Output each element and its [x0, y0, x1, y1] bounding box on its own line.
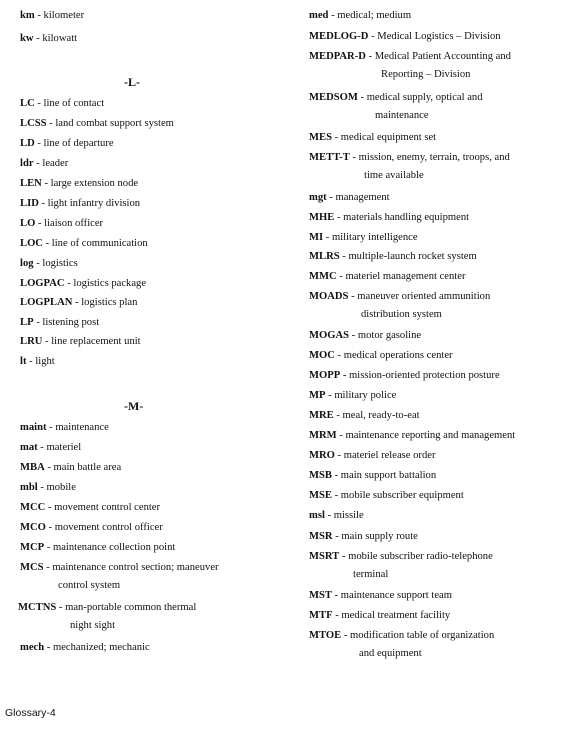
glossary-entry — [20, 6, 84, 25]
entry-definition: movement control officer — [54, 522, 163, 533]
glossary-entry — [20, 293, 137, 312]
entry-definition: logistics — [42, 258, 78, 269]
entry-abbreviation: log — [20, 258, 34, 269]
entry-definition-continuation: control system — [58, 580, 121, 591]
entry-abbreviation: MSRT — [309, 551, 340, 562]
glossary-entry — [20, 558, 219, 595]
entry-abbreviation: LRU — [20, 336, 43, 347]
entry-separator: - — [41, 178, 51, 189]
entry-abbreviation: MOC — [309, 350, 335, 361]
entry-abbreviation: MRO — [309, 450, 335, 461]
glossary-entry — [20, 154, 68, 173]
entry-definition: line of departure — [43, 138, 114, 149]
entry-abbreviation: mgt — [309, 192, 327, 203]
entry-separator: - — [33, 258, 43, 269]
entry-separator: - — [331, 470, 341, 481]
entry-separator: - — [72, 297, 82, 308]
entry-abbreviation: MRE — [309, 410, 334, 421]
glossary-entry — [309, 527, 418, 546]
entry-separator: - — [35, 218, 45, 229]
entry-separator: - — [331, 490, 341, 501]
entry-abbreviation: LC — [20, 98, 35, 109]
entry-abbreviation: MBA — [20, 462, 45, 473]
glossary-entry — [309, 326, 421, 345]
entry-abbreviation: MST — [309, 590, 332, 601]
entry-definition: large extension node — [50, 178, 139, 189]
glossary-entry — [20, 114, 174, 133]
entry-separator: - — [46, 118, 56, 129]
entry-abbreviation: LO — [20, 218, 36, 229]
glossary-entry — [20, 234, 148, 253]
glossary-entry — [20, 194, 140, 213]
entry-abbreviation: MSR — [309, 531, 333, 542]
glossary-entry — [309, 148, 510, 185]
entry-definition: mobile — [46, 482, 76, 493]
entry-definition: movement control center — [54, 502, 161, 513]
glossary-entry — [309, 88, 483, 125]
entry-abbreviation: LID — [20, 198, 39, 209]
entry-separator: - — [323, 232, 332, 243]
entry-separator: - — [34, 98, 44, 109]
entry-abbreviation: MSE — [309, 490, 332, 501]
entry-definition: military intelligence — [331, 232, 418, 243]
entry-separator: - — [42, 238, 52, 249]
entry-abbreviation: MSB — [309, 470, 332, 481]
entry-separator: - — [325, 390, 335, 401]
entry-separator: - — [56, 602, 66, 613]
entry-definition: maintenance support team — [340, 590, 452, 601]
entry-abbreviation: MMC — [309, 271, 337, 282]
entry-separator: - — [38, 198, 48, 209]
entry-separator: - — [34, 138, 44, 149]
entry-definition: medical equipment set — [340, 132, 437, 143]
entry-definition: materiel management center — [345, 271, 466, 282]
glossary-entry — [309, 27, 501, 46]
entry-abbreviation: kw — [20, 33, 34, 44]
entry-abbreviation: MEDSOM — [309, 92, 358, 103]
entry-definition: mission, enemy, terrain, troops, and — [358, 152, 510, 163]
entry-definition: meal, ready-to-eat — [342, 410, 420, 421]
glossary-entry — [309, 406, 420, 425]
entry-definition: mobile subscriber radio-telephone — [348, 551, 493, 562]
entry-abbreviation: MCC — [20, 502, 46, 513]
entry-definition: mission-oriented protection posture — [349, 370, 500, 381]
glossary-entry — [309, 188, 390, 207]
glossary-entry — [20, 498, 160, 517]
glossary-entry — [309, 426, 515, 445]
entry-separator: - — [339, 551, 349, 562]
entry-separator: - — [331, 132, 341, 143]
entry-separator: - — [332, 531, 342, 542]
entry-separator: - — [64, 278, 74, 289]
entry-abbreviation: lt — [20, 356, 27, 367]
glossary-entry — [20, 134, 114, 153]
entry-separator: - — [44, 642, 53, 653]
entry-definition: Medical Patient Accounting and — [374, 51, 511, 62]
entry-definition-continuation: time available — [364, 170, 424, 181]
entry-abbreviation: MEDPAR-D — [309, 51, 366, 62]
entry-abbreviation: LOGPAC — [20, 278, 65, 289]
entry-definition-continuation: Reporting – Division — [381, 69, 471, 80]
entry-separator: - — [339, 251, 349, 262]
entry-separator: - — [349, 152, 359, 163]
glossary-entry — [309, 586, 452, 605]
entry-abbreviation: MLRS — [309, 251, 340, 262]
glossary-entry — [309, 47, 511, 84]
glossary-entry — [20, 538, 175, 557]
entry-abbreviation: ldr — [20, 158, 34, 169]
entry-definition-continuation: night sight — [70, 620, 116, 631]
entry-abbreviation: MCS — [20, 562, 44, 573]
entry-definition-continuation: and equipment — [359, 648, 422, 659]
entry-definition: medical operations center — [343, 350, 453, 361]
entry-separator: - — [357, 92, 367, 103]
entry-definition: land combat support system — [55, 118, 174, 129]
glossary-entry — [309, 247, 477, 266]
section-heading-m: -M- — [124, 399, 144, 413]
section-heading-l: -L- — [124, 75, 140, 89]
glossary-entry — [309, 346, 453, 365]
entry-separator: - — [348, 291, 358, 302]
entry-abbreviation: km — [20, 10, 35, 21]
entry-abbreviation: MCO — [20, 522, 46, 533]
glossary-entry — [20, 458, 121, 477]
entry-definition: logistics plan — [81, 297, 138, 308]
glossary-entry — [20, 94, 104, 113]
entry-abbreviation: msl — [309, 510, 325, 521]
glossary-entry — [20, 254, 78, 273]
entry-separator: - — [365, 51, 375, 62]
entry-abbreviation: MOGAS — [309, 330, 350, 341]
entry-definition: line of contact — [43, 98, 105, 109]
entry-abbreviation: MRM — [309, 430, 337, 441]
entry-abbreviation: MCTNS — [18, 602, 57, 613]
entry-separator: - — [340, 370, 350, 381]
entry-separator: - — [45, 522, 55, 533]
entry-abbreviation: MES — [309, 132, 332, 143]
entry-abbreviation: med — [309, 10, 329, 21]
glossary-entry — [309, 366, 500, 385]
entry-separator: - — [37, 442, 47, 453]
entry-separator: - — [326, 192, 336, 203]
entry-abbreviation: MI — [309, 232, 324, 243]
entry-definition: kilowatt — [42, 33, 78, 44]
entry-separator: - — [44, 542, 53, 553]
entry-abbreviation: LP — [20, 317, 34, 328]
entry-abbreviation: LOGPLAN — [20, 297, 73, 308]
glossary-entry — [20, 518, 163, 537]
entry-separator: - — [332, 610, 342, 621]
entry-definition: materiel release order — [343, 450, 436, 461]
entry-separator: - — [46, 422, 56, 433]
entry-definition: main supply route — [341, 531, 418, 542]
entry-definition: modification table of organization — [350, 630, 495, 641]
entry-definition: multiple-launch rocket system — [348, 251, 477, 262]
entry-abbreviation: MHE — [309, 212, 335, 223]
entry-abbreviation: MP — [309, 390, 326, 401]
entry-definition: motor gasoline — [357, 330, 422, 341]
entry-definition: management — [335, 192, 390, 203]
entry-separator: - — [33, 33, 43, 44]
glossary-entry — [309, 606, 450, 625]
glossary-entry — [309, 446, 435, 465]
entry-abbreviation: mbl — [20, 482, 38, 493]
glossary-entry — [20, 274, 146, 293]
entry-definition: listening post — [42, 317, 100, 328]
entry-abbreviation: LOC — [20, 238, 43, 249]
entry-definition: maintenance — [55, 422, 109, 433]
entry-separator: - — [336, 271, 346, 282]
glossary-entry — [20, 332, 141, 351]
entry-separator: - — [333, 410, 343, 421]
entry-definition: medical supply, optical and — [366, 92, 483, 103]
glossary-entry — [20, 352, 55, 371]
entry-abbreviation: METT-T — [309, 152, 350, 163]
entry-definition: mobile subscriber equipment — [340, 490, 464, 501]
entry-abbreviation: MOPP — [309, 370, 341, 381]
entry-abbreviation: mat — [20, 442, 38, 453]
entry-separator: - — [334, 350, 344, 361]
entry-abbreviation: MOADS — [309, 291, 349, 302]
entry-separator: - — [42, 336, 52, 347]
glossary-entry — [309, 626, 494, 663]
entry-separator: - — [368, 31, 378, 42]
glossary-entry — [18, 598, 196, 635]
entry-definition-continuation: terminal — [353, 569, 389, 580]
glossary-entry — [309, 267, 465, 286]
glossary-entry — [20, 478, 76, 497]
glossary-entry — [309, 128, 436, 147]
entry-definition-continuation: distribution system — [361, 309, 442, 320]
entry-definition: line replacement unit — [51, 336, 141, 347]
entry-separator: - — [334, 450, 344, 461]
entry-abbreviation: maint — [20, 422, 47, 433]
entry-abbreviation: mech — [20, 642, 45, 653]
glossary-entry — [20, 29, 77, 48]
glossary-entry — [309, 466, 436, 485]
glossary-entry — [309, 547, 493, 584]
entry-separator: - — [26, 356, 36, 367]
entry-definition: light — [35, 356, 55, 367]
glossary-entry — [20, 638, 150, 657]
entry-abbreviation: MEDLOG-D — [309, 31, 369, 42]
entry-definition: medical treatment facility — [341, 610, 451, 621]
glossary-entry — [20, 418, 109, 437]
entry-separator: - — [34, 10, 44, 21]
entry-definition: military police — [334, 390, 397, 401]
entry-abbreviation: MCP — [20, 542, 45, 553]
entry-definition: man-portable common thermal — [65, 602, 197, 613]
entry-separator: - — [331, 590, 341, 601]
entry-abbreviation: LEN — [20, 178, 42, 189]
glossary-entry — [309, 6, 411, 25]
entry-definition: maintenance reporting and management — [345, 430, 516, 441]
entry-definition: leader — [42, 158, 69, 169]
entry-separator: - — [33, 158, 43, 169]
glossary-entry — [20, 438, 81, 457]
entry-definition: maintenance control section; maneuver — [52, 562, 219, 573]
entry-definition: missile — [333, 510, 364, 521]
entry-definition: light infantry division — [47, 198, 141, 209]
entry-abbreviation: LD — [20, 138, 35, 149]
glossary-entry — [309, 208, 469, 227]
glossary-entry — [309, 228, 418, 247]
entry-definition: medical; medium — [337, 10, 412, 21]
entry-separator: - — [328, 10, 338, 21]
entry-separator: - — [324, 510, 334, 521]
glossary-entry — [20, 174, 138, 193]
entry-definition: liaison officer — [44, 218, 104, 229]
entry-definition: kilometer — [43, 10, 85, 21]
entry-abbreviation: LCSS — [20, 118, 47, 129]
glossary-entry — [309, 287, 490, 324]
entry-separator: - — [349, 330, 358, 341]
entry-separator: - — [33, 317, 43, 328]
entry-definition: main battle area — [53, 462, 122, 473]
entry-separator: - — [43, 562, 53, 573]
entry-definition: maneuver oriented ammunition — [357, 291, 491, 302]
entry-definition: materiel — [46, 442, 82, 453]
entry-definition: main support battalion — [340, 470, 437, 481]
page-footer-label: Glossary-4 — [5, 707, 56, 719]
entry-separator: - — [341, 630, 351, 641]
entry-abbreviation: MTOE — [309, 630, 342, 641]
entry-separator: - — [336, 430, 346, 441]
entry-separator: - — [45, 502, 55, 513]
entry-definition: maintenance collection point — [52, 542, 176, 553]
entry-definition: logistics package — [73, 278, 147, 289]
glossary-entry — [309, 506, 364, 525]
entry-definition: materials handling equipment — [343, 212, 470, 223]
entry-definition: mechanized; mechanic — [52, 642, 150, 653]
entry-separator: - — [37, 482, 47, 493]
glossary-entry — [309, 386, 396, 405]
glossary-entry — [309, 486, 464, 505]
entry-abbreviation: MTF — [309, 610, 333, 621]
entry-definition: line of communication — [51, 238, 148, 249]
glossary-entry — [20, 313, 99, 332]
entry-separator: - — [334, 212, 344, 223]
entry-definition-continuation: maintenance — [375, 110, 429, 121]
entry-definition: Medical Logistics – Division — [377, 31, 501, 42]
entry-separator: - — [44, 462, 54, 473]
glossary-entry — [20, 214, 103, 233]
